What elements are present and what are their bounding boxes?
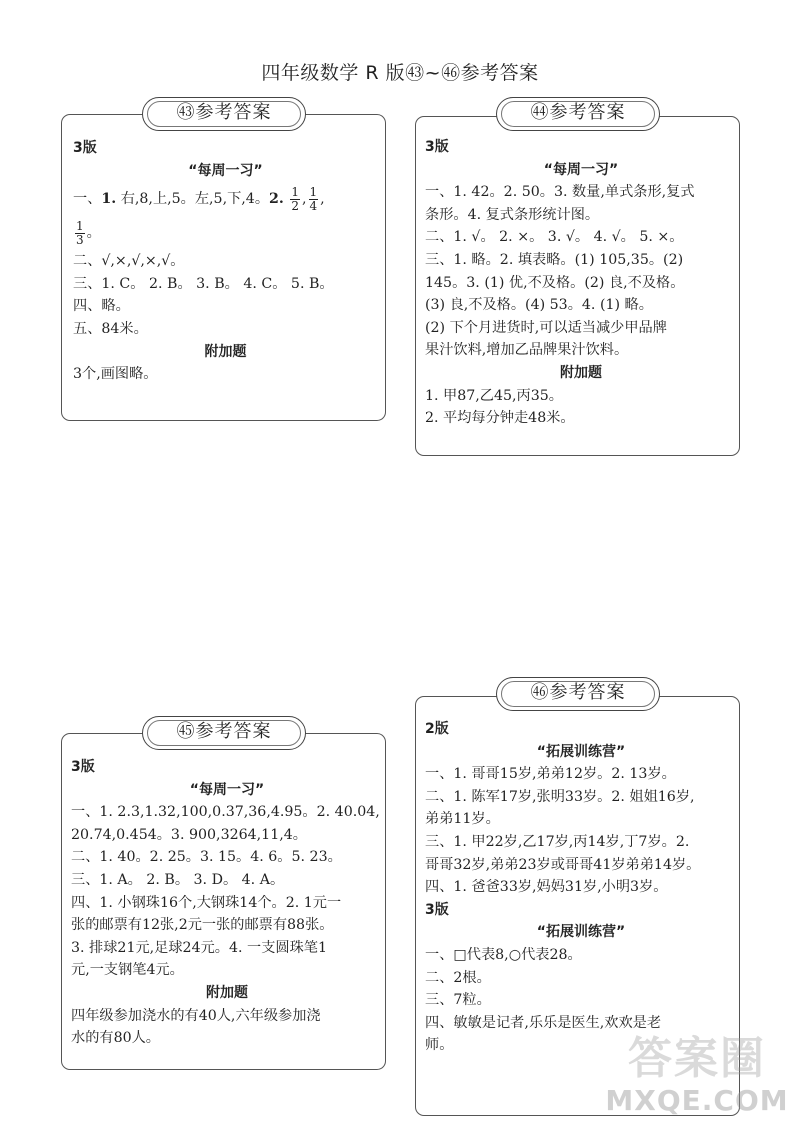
- card-44-line-1: 一、1. 42。2. 50。3. 数量,单式条形,复式: [425, 184, 695, 201]
- card-tab-44: [496, 97, 660, 131]
- card-46-content: [425, 718, 737, 1057]
- card-44-line-9: 1. 甲87,乙45,丙35。: [425, 387, 563, 404]
- card-44-line-8: 果汁饮料,增加乙品牌果汁饮料。: [425, 342, 629, 359]
- card-45-bonus-title: 附加题: [206, 984, 248, 1001]
- card-43-bonus-title: 附加题: [204, 343, 247, 360]
- card-43-line-5: 四、略。: [73, 298, 130, 315]
- card-45-subtitle: “每周一习”: [189, 781, 265, 798]
- card-44-subtitle: “每周一习”: [543, 161, 619, 178]
- card-tab-44-label: ㊹参考答案: [530, 102, 626, 123]
- watermark-url-text: MXQE.COM: [605, 1084, 789, 1117]
- card-44-line-2: 条形。4. 复式条形统计图。: [425, 206, 600, 223]
- watermark-logo-text: 答案圈: [628, 1033, 766, 1084]
- card-46-line-6: 四、1. 爸爸33岁,妈妈31岁,小明3岁。: [425, 879, 668, 896]
- card-46-subtitle-1: “拓展训练营”: [536, 743, 626, 760]
- card-46-subtitle-2: “拓展训练营”: [536, 924, 626, 941]
- fraction-one-third: $\frac{1}{3}$: [76, 218, 84, 247]
- card-44-bonus-title: 附加题: [560, 364, 602, 381]
- card-46-line-3: 弟弟11岁。: [425, 811, 500, 828]
- fraction-one-half: $\frac{1}{2}$: [291, 184, 299, 213]
- card-43-content: [73, 137, 378, 386]
- card-45-line-2: 20.74,0.454。3. 900,3264,11,4。: [71, 826, 307, 843]
- card-44-line-6: (3) 良,不及格。(4) 53。4. (1) 略。: [425, 297, 653, 314]
- card-tab-45-label: ㊺参考答案: [176, 721, 272, 742]
- card-45-line-4: 三、1. A。 2. B。 3. D。 4. A。: [71, 871, 285, 888]
- card-46-line-5: 哥哥32岁,弟弟23岁或哥哥41岁弟弟14岁。: [425, 856, 701, 873]
- card-43-ban: 3版: [73, 140, 97, 156]
- card-45-line-1: 一、1. 2.3,1.32,100,0.37,36,4.95。2. 40.04,: [71, 804, 380, 821]
- card-43-line-6: 五、84米。: [73, 320, 148, 337]
- card-46-ban-2: 2版: [425, 721, 449, 737]
- card-45-ban: 3版: [71, 759, 95, 775]
- card-43-line-2: $\frac{1}{3}$ 。: [76, 218, 101, 247]
- card-tab-45: [142, 716, 306, 750]
- card-46-line-9: 三、7粒。: [425, 992, 491, 1009]
- card-45-line-3: 二、1. 40。2. 25。3. 15。4. 6。5. 23。: [71, 849, 342, 866]
- card-46-line-1: 一、1. 哥哥15岁,弟弟12岁。2. 13岁。: [425, 766, 676, 783]
- fraction-one-quarter: $\frac{1}{4}$: [309, 184, 318, 213]
- card-tab-43: [142, 97, 306, 131]
- card-45-line-6: 张的邮票有12张,2元一张的邮票有88张。: [71, 917, 334, 934]
- card-46-line-7: 一、□代表8,○代表28。: [425, 946, 582, 963]
- card-44-line-3: 二、1. √。 2. ×。 3. √。 4. √。 5. ×。: [425, 229, 684, 246]
- card-45-line-10: 水的有80人。: [71, 1030, 160, 1047]
- card-46-ban-3: 3版: [425, 901, 449, 918]
- card-46-line-11: 师。: [425, 1037, 454, 1054]
- card-tab-46-label: ㊻参考答案: [530, 682, 626, 703]
- card-45-line-5: 四、1. 小钢珠16个,大钢珠14个。2. 1元一: [71, 894, 342, 911]
- card-44-line-5: 145。3. (1) 优,不及格。(2) 良,不及格。: [425, 274, 685, 291]
- card-44-ban: 3版: [425, 139, 449, 155]
- card-43-line-7: 3个,画图略。: [73, 366, 158, 383]
- card-45-content: [71, 756, 383, 1050]
- card-43-line-3: 二、√,×,√,×,√。: [73, 253, 185, 270]
- card-44-line-4: 三、1. 略。2. 填表略。(1) 105,35。(2): [425, 251, 684, 268]
- card-46-line-8: 二、2根。: [425, 969, 491, 986]
- page-title: 四年级数学 R 版㊸~㊻参考答案: [261, 62, 539, 84]
- card-46-line-4: 三、1. 甲22岁,乙17岁,丙14岁,丁7岁。2.: [425, 833, 690, 850]
- card-46-line-10: 四、敏敏是记者,乐乐是医生,欢欢是老: [425, 1014, 662, 1031]
- card-44-content: [425, 136, 737, 430]
- card-43-line-4: 三、1. C。 2. B。 3. B。 4. C。 5. B。: [73, 275, 334, 292]
- card-45-line-8: 元,一支钢笔4元。: [71, 962, 184, 979]
- card-43-line-1: 一、1. 右,8,上,5。左,5,下,4。2. $\frac{1}{2}$ , $\frac{1}{4}$ ,: [73, 184, 325, 213]
- card-tab-43-label: ㊸参考答案: [176, 102, 272, 123]
- card-46-line-2: 二、1. 陈军17岁,张明33岁。2. 姐姐16岁,: [425, 788, 695, 805]
- card-43-subtitle: “每周一习”: [188, 162, 263, 179]
- card-tab-46: [496, 677, 660, 711]
- card-45-line-7: 3. 排球21元,足球24元。4. 一支圆珠笔1: [71, 939, 327, 956]
- card-45-line-9: 四年级参加浇水的有40人,六年级参加浇: [71, 1007, 321, 1024]
- card-44-line-10: 2. 平均每分钟走48米。: [425, 410, 575, 427]
- card-44-line-7: (2) 下个月进货时,可以适当减少甲品牌: [425, 319, 667, 336]
